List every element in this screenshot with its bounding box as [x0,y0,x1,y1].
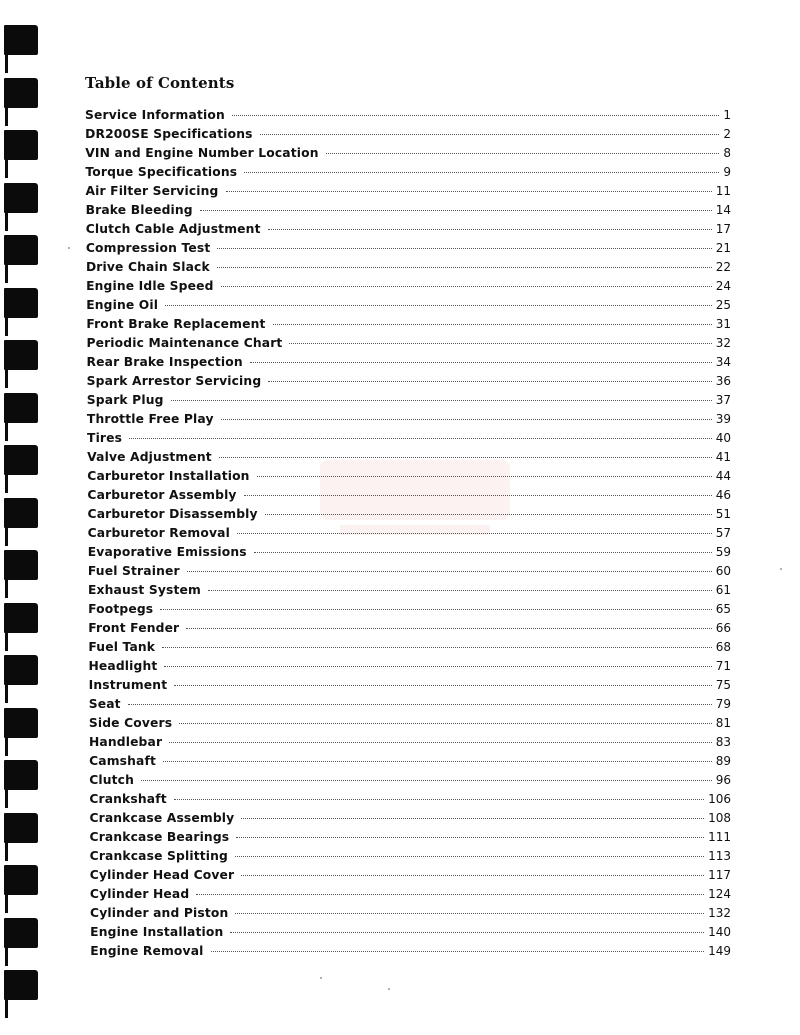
toc-entry-page-number: 44 [715,469,731,483]
toc-entry [85,771,731,790]
toc-entry [85,277,731,296]
toc-entry [85,733,731,752]
binding-slot [4,708,38,738]
dot-leader [165,305,712,306]
scan-speck [388,988,390,990]
dot-leader [257,476,712,477]
toc-entry-page-number: 124 [708,887,731,901]
dot-leader [200,210,712,211]
toc-entry [85,144,731,163]
dot-leader [217,248,711,249]
scan-speck [68,247,70,249]
toc-entry [85,106,731,125]
toc-entry [85,657,731,676]
toc-entry-page-number: 96 [715,773,731,787]
toc-entry-page-number: 40 [715,431,731,445]
toc-entry [85,391,731,410]
dot-leader [232,115,720,116]
toc-entry-page-number: 37 [715,393,731,407]
toc-entry [85,220,731,239]
toc-entry-title: Cylinder Head [89,887,190,901]
toc-entry-page-number: 17 [715,222,731,236]
toc-entry-title: Exhaust System [88,583,201,597]
toc-entry-title: Headlight [88,659,158,673]
toc-entry-title: Drive Chain Slack [85,260,210,274]
binding-slot [4,760,38,790]
dot-leader [160,609,711,610]
dot-leader [196,894,704,895]
toc-entry-title: Crankcase Assembly [89,811,235,825]
toc-entry-page-number: 106 [708,792,731,806]
toc-entry [85,714,731,733]
toc-entry-title: Evaporative Emissions [87,545,247,559]
binding-slot [4,393,38,423]
toc-entry-page-number: 81 [715,716,731,730]
toc-entry-title: VIN and Engine Number Location [85,146,319,160]
toc-entry [85,619,731,638]
dot-leader [208,590,712,591]
toc-entry-title: Engine Removal [90,944,204,958]
dot-leader [179,723,712,724]
toc-entry-title: Footpegs [88,602,154,616]
toc-entry-title: Front Brake Replacement [86,317,266,331]
toc-entry [85,695,731,714]
toc-entry-title: Carburetor Installation [87,469,250,483]
binding-slot [4,498,38,528]
toc-entry-page-number: 59 [715,545,731,559]
dot-leader [211,951,705,952]
toc-entry-page-number: 9 [723,165,731,179]
dot-leader [128,704,712,705]
toc-entry-title: Fuel Strainer [87,564,180,578]
toc-entry-page-number: 83 [715,735,731,749]
toc-entry-title: Throttle Free Play [86,412,214,426]
toc-entry-title: Cylinder and Piston [90,906,229,920]
toc-entry-title: Carburetor Removal [87,526,230,540]
toc-entry [85,258,731,277]
binding-slot [4,550,38,580]
dot-leader [217,267,712,268]
dot-leader [265,514,712,515]
dot-leader [326,153,720,154]
toc-entry [85,809,731,828]
dot-leader [226,191,712,192]
dot-leader [236,837,704,838]
toc-entry-page-number: 11 [715,184,731,198]
dot-leader [164,666,711,667]
toc-entry [85,182,731,201]
toc-entry-title: Crankcase Bearings [89,830,230,844]
toc-entry-title: Tires [87,431,123,445]
toc-entry-page-number: 32 [715,336,731,350]
toc-entry-title: Front Fender [88,621,180,635]
toc-entry [85,942,731,961]
binding-slot [4,970,38,1000]
toc-entry [85,429,731,448]
dot-leader [174,799,704,800]
dot-leader [250,362,712,363]
toc-entry [85,315,731,334]
toc-entry-page-number: 149 [708,944,731,958]
toc-entry-page-number: 24 [715,279,731,293]
dot-leader [171,400,712,401]
toc-entry [85,334,731,353]
dot-leader [174,685,711,686]
dot-leader [169,742,712,743]
toc-entry-title: Seat [88,697,121,711]
toc-entry-title: Air Filter Servicing [85,184,219,198]
toc-entry-title: Compression Test [85,241,211,255]
toc-entry-title: Periodic Maintenance Chart [86,336,283,350]
dot-leader [162,647,712,648]
toc-entry-page-number: 36 [715,374,731,388]
toc-entry [85,923,731,942]
binding-slot [4,25,38,55]
toc-entry-title: Carburetor Disassembly [87,507,258,521]
scan-speck [780,568,782,570]
toc-entry-page-number: 31 [715,317,731,331]
dot-leader [235,856,704,857]
toc-entry-title: Crankshaft [89,792,167,806]
toc-entry [85,752,731,771]
toc-entry-page-number: 113 [708,849,731,863]
binding-slot [4,235,38,265]
toc-entry-title: Camshaft [89,754,157,768]
toc-entry-page-number: 2 [723,127,731,141]
binding-slot [4,445,38,475]
toc-entry-page-number: 140 [708,925,731,939]
toc-entry-page-number: 57 [715,526,731,540]
toc-entry [85,790,731,809]
dot-leader [268,381,711,382]
toc-entry [85,581,731,600]
toc-entry-title: Side Covers [88,716,173,730]
toc-entry [85,239,731,258]
toc-entry-page-number: 71 [715,659,731,673]
toc-entry-page-number: 34 [715,355,731,369]
dot-leader [221,286,712,287]
page-title: Table of Contents [85,74,235,92]
toc-entry-page-number: 108 [708,811,731,825]
dot-leader [273,324,712,325]
binding-slot [4,603,38,633]
toc-entry-page-number: 39 [715,412,731,426]
binding-slot [4,918,38,948]
dot-leader [230,932,704,933]
toc-entry [85,163,731,182]
dot-leader [260,134,720,135]
toc-entry [85,828,731,847]
binding-slot [4,183,38,213]
toc-entry-title: Carburetor Assembly [87,488,237,502]
toc-entry-page-number: 66 [715,621,731,635]
toc-entry-page-number: 111 [708,830,731,844]
dot-leader [254,552,712,553]
dot-leader [244,495,712,496]
toc-entry-page-number: 75 [715,678,731,692]
dot-leader [268,229,712,230]
dot-leader [163,761,712,762]
toc-entry [85,543,731,562]
toc-entry-page-number: 68 [715,640,731,654]
toc-entry [85,524,731,543]
toc-entry-page-number: 8 [723,146,731,160]
toc-entry-title: Rear Brake Inspection [86,355,243,369]
dot-leader [237,533,712,534]
toc-entry-title: Crankcase Splitting [89,849,228,863]
table-of-contents [85,106,731,961]
toc-entry-page-number: 1 [723,108,731,122]
binding-slot [4,655,38,685]
toc-entry-page-number: 51 [715,507,731,521]
toc-entry-page-number: 79 [715,697,731,711]
dot-leader [289,343,711,344]
toc-entry-title: Engine Oil [86,298,159,312]
dot-leader [186,628,711,629]
toc-entry [85,562,731,581]
toc-entry [85,885,731,904]
binding-slot [4,340,38,370]
toc-entry [85,125,731,144]
toc-entry [85,410,731,429]
toc-entry [85,467,731,486]
toc-entry-title: Instrument [88,678,168,692]
toc-entry-title: Valve Adjustment [87,450,212,464]
toc-entry-page-number: 65 [715,602,731,616]
toc-entry [85,296,731,315]
toc-entry [85,505,731,524]
toc-entry-page-number: 89 [715,754,731,768]
toc-entry-title: Engine Idle Speed [86,279,214,293]
spiral-binding [0,20,44,1020]
toc-entry [85,372,731,391]
toc-entry-title: Clutch Cable Adjustment [85,222,261,236]
dot-leader [241,818,704,819]
binding-slot [4,130,38,160]
toc-entry-page-number: 60 [715,564,731,578]
toc-entry-title: Fuel Tank [88,640,156,654]
toc-entry-title: Brake Bleeding [85,203,193,217]
toc-entry-title: Service Information [85,108,225,122]
toc-entry [85,448,731,467]
toc-entry-page-number: 22 [715,260,731,274]
toc-entry-title: Cylinder Head Cover [89,868,235,882]
toc-entry-page-number: 61 [715,583,731,597]
binding-slot [4,288,38,318]
toc-entry-page-number: 117 [708,868,731,882]
dot-leader [187,571,712,572]
toc-entry-page-number: 132 [708,906,731,920]
toc-entry [85,600,731,619]
scan-speck [320,977,322,979]
dot-leader [141,780,712,781]
toc-entry [85,638,731,657]
toc-entry-page-number: 46 [715,488,731,502]
binding-slot [4,813,38,843]
toc-entry-title: Spark Plug [86,393,164,407]
toc-entry-page-number: 25 [715,298,731,312]
dot-leader [244,172,719,173]
toc-entry-title: Handlebar [88,735,163,749]
toc-entry [85,847,731,866]
toc-entry [85,866,731,885]
toc-entry-title: DR200SE Specifications [85,127,253,141]
toc-entry [85,676,731,695]
binding-slot [4,78,38,108]
dot-leader [221,419,712,420]
toc-entry [85,904,731,923]
toc-entry-title: Spark Arrestor Servicing [86,374,262,388]
toc-entry [85,353,731,372]
dot-leader [219,457,712,458]
dot-leader [129,438,712,439]
toc-entry-title: Clutch [89,773,135,787]
toc-entry-page-number: 41 [715,450,731,464]
toc-entry-title: Torque Specifications [85,165,238,179]
toc-entry [85,201,731,220]
toc-entry-page-number: 21 [715,241,731,255]
toc-entry [85,486,731,505]
binding-slot [4,865,38,895]
dot-leader [235,913,704,914]
toc-entry-page-number: 14 [715,203,731,217]
toc-entry-title: Engine Installation [90,925,224,939]
dot-leader [241,875,704,876]
